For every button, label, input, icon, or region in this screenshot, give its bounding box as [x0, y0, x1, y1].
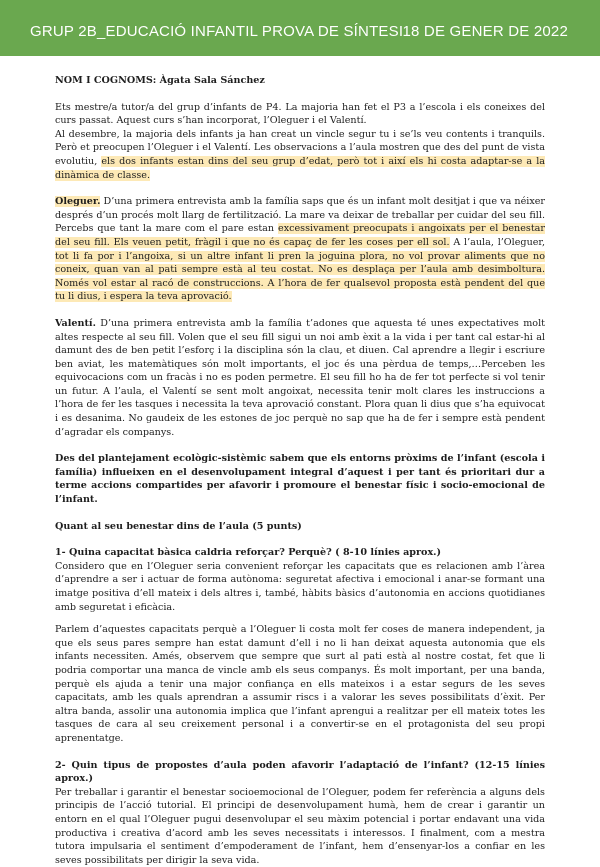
oleguer-highlight-2: tot li fa por i l’angoixa, si un altre infant li pren la joguina plora, no vol provar aliments que no coneix, quan van al pati sempre està al teu costat. No es desplaça per l’aula amb desimboltura. Només vol estar al racó de construccions. A l’hora de fer qualsevol proposta està pendent del que tu li dius, i espera la teva aprovació.	[55, 250, 545, 303]
section-title: Quant al seu benestar dins de l’aula (5 punts)	[55, 520, 302, 532]
oleguer-paragraph	[55, 195, 545, 304]
oleguer-text-1: D’una primera entrevista amb la família saps que és un infant molt desitjat i que va néixer després d’un procés molt llarg de fertilització. La mare va deixar de treballar per cuidar del seu fill. Percebs que tant la mare com el pare estan	[55, 196, 545, 235]
intro-text: Al desembre, la majoria dels infants ja han creat un vincle segur tu i se’ls veu contents i tranquils. Però et preocupen l’Oleguer i el Valentí. Les observacions a l’aula mostren que des del punt de vista evolutiu,	[55, 128, 545, 167]
oleguer-text-2: A l’aula, l’Oleguer,	[449, 236, 546, 248]
valenti-paragraph	[55, 317, 545, 439]
question-2-title: 2- Quin tipus de propostes d’aula poden afavorir l’adaptació de l’infant? (12-15 línies aprox.)	[55, 759, 545, 785]
valenti-text: D’una primera entrevista amb la família t’adones que aquesta té unes expectatives molt altes respecte al seu fill. Volen que el seu fill sigui un noi amb èxit a la vida i per tant cal estar-hi al damunt des de ben petit l’esforç i la disciplina són la clau, et diuen. Cal aprendre a llegir i escriure ben aviat, les matemàtiques són molt importants, el joc és una pèrdua de temps,…Perceben les equivocacions com un fracàs i no es poden permetre. El seu fill ho ha de fer tot perfecte si vol tenir un futur. A l’aula, el Valentí se sent molt angoixat, necessita tenir molt clares les instruccions a l’hora de fer les tasques i necessita la teva aprovació constant. Plora quan li dius que s’ha equivocat i es desanima. No gaudeix de les estones de joc perquè no sap que ha de fer i sempre està pendent d’agradar els companys.	[55, 317, 545, 438]
question-1-title: 1- Quina capacitat bàsica caldria reforçar? Perquè? ( 8-10 línies aprox.)	[55, 547, 442, 559]
page-header	[0, 0, 600, 56]
question-2-answer-1: Per treballar i garantir el benestar socioemocional de l’Oleguer, podem fer referència a alguns dels principis de l’acció tutorial. El principi de desenvolupament humà, hem de crear i garantir un entorn en el qual l’Oleguer pugui desenvolupar el seu màxim potencial i portar endavant una vida productiva i creativa d’acord amb les seves necessitats i interessos. I finalment, com a mestra tutora impulsaria el sentiment d’empoderament de l’infant, hem d’ensenyar-los a confiar en les seves possibilitats per dirigir la seva vida.	[55, 786, 545, 866]
intro-highlight: els dos infants estan dins del seu grup d’edat, però tot i així els hi costa adaptar-se a la dinàmica de classe.	[55, 155, 545, 181]
valenti-name: Valentí.	[55, 317, 96, 329]
question-1-answer-2: Parlem d’aquestes capacitats perquè a l’Oleguer li costa molt fer coses de manera independent, ja que els seus pares sempre han estat damunt d’ell i no li han deixat aquesta autonomia que els infants necessiten. Amés, observem que sempre que surt al pati està al nostre costat, fet que li podria comportar una manca de vincle amb els seus companys. És molt important, per una banda, perquè els ajuda a tenir una major confiança en ells mateixos i a estar segurs de les seves capacitats, amb les quals aprendran a assumir riscs i a valorar les seves possibilitats d’èxit. Per altra banda, assolir una autonomia implica que l’infant aprengui a realitzar per ell mateix totes les tasques de cara al seu creixement personal i a convertir-se en el protagonista del seu propi aprenentatge.	[55, 624, 545, 744]
student-name-line: NOM I COGNOMS: Àgata Sala Sánchez	[55, 75, 265, 86]
intro-paragraph-2	[55, 128, 545, 182]
framework-statement: Des del plantejament ecològic-sistèmic sabem que els entorns pròxims de l’infant (escola i família) influeixen en el desenvolupament integral d’aquest i per tant és prioritari dur a terme accions compartides per afavorir i promoure el benestar físic i socio-emocional de l’infant.	[55, 453, 545, 506]
intro-paragraph-1: Ets mestre/a tutor/a del grup d’infants de P4. La majoria han fet el P3 a l’escola i els coneixes del curs passat. Aquest curs s’han incorporat, l’Oleguer i el Valentí.	[55, 101, 545, 127]
document-body	[55, 74, 545, 867]
oleguer-highlight-1: excessivament preocupats i angoixats per el benestar del seu fill. Els veuen petit, fràgil i que no és capaç de fer les coses per ell sol.	[55, 223, 545, 248]
exam-title: GRUP 2B_EDUCACIÓ INFANTIL PROVA DE SÍNTESI	[30, 23, 404, 40]
question-1-answer-1: Considero que en l’Oleguer seria convenient reforçar les capacitats que es relacionen amb l’àrea d’aprendre a ser i actuar de forma autònoma: seguretat afectiva i emocional i anar-se formant una imatge positiva d’ell mateix i dels altres i, també, hàbits bàsics d’autonomia en accions quotidianes amb seguretat i eficàcia.	[55, 560, 545, 613]
oleguer-name: Oleguer.	[55, 196, 101, 208]
exam-date: 18 DE GENER DE 2022	[402, 23, 568, 40]
